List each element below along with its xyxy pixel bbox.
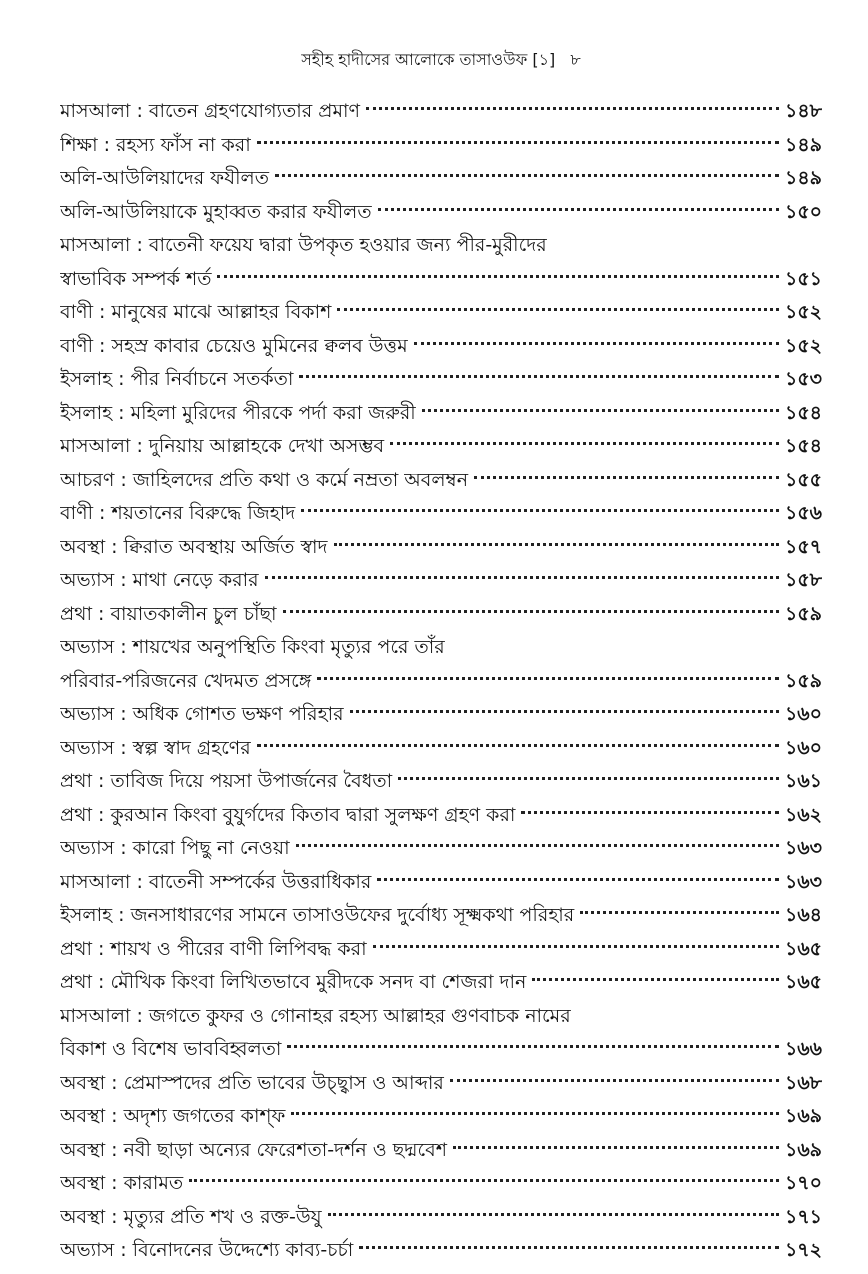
toc-entry-title: অভ্যাস : কারো পিছু না নেওয়া [60, 837, 290, 859]
toc-entry-title: অলি-আউলিয়াকে মুহাব্বত করার ফযীলত [60, 200, 372, 223]
toc-entry-title: অভ্যাস : মাথা নেড়ে করার [60, 569, 259, 591]
toc-entry [60, 330, 822, 364]
toc-entry [60, 966, 822, 1000]
toc-entry [60, 1201, 822, 1235]
dot-leader [359, 1246, 779, 1249]
toc-entry-page: ১৫০ [784, 200, 822, 223]
toc-entry-page: ১৫৪ [785, 401, 822, 424]
toc-entry-title: ইসলাহ : পীর নির্বাচনে সতর্কতা [60, 368, 294, 390]
toc-entry-page: ১৫৩ [784, 368, 822, 390]
toc-entry-title: অবস্থা : কারামত [60, 1172, 184, 1194]
toc-entry-title: মাসআলা : জগতে কুফর ও গোনাহর রহস্য আল্লাহর গুণবাচক নামের [60, 1004, 571, 1027]
toc-entry [60, 1033, 822, 1067]
toc-entry-title: পরিবার-পরিজনের খেদমত প্রসঙ্গে [60, 669, 312, 692]
toc-entry-page: ১৬৬ [784, 1038, 822, 1060]
toc-entry-title: অভ্যাস : অধিক গোশত ভক্ষণ পরিহার [60, 703, 344, 725]
dot-leader [377, 878, 779, 881]
table-of-contents [60, 95, 822, 1268]
toc-entry-page: ১৬৯ [784, 1138, 822, 1161]
toc-entry [60, 698, 822, 732]
dot-leader [291, 1112, 779, 1115]
toc-entry-title: আচরণ : জাহিলদের প্রতি কথা ও কর্মে নম্রতা অবলম্বন [60, 468, 469, 491]
toc-entry [60, 1167, 822, 1201]
toc-entry-page: ১৬০ [784, 703, 822, 725]
toc-entry-page: ১৬৫ [784, 937, 822, 960]
toc-entry [60, 598, 822, 632]
toc-entry [60, 162, 822, 196]
dot-leader [257, 744, 779, 747]
running-header [60, 50, 822, 70]
toc-entry-title: প্রথা : তাবিজ দিয়ে পয়সা উপার্জনের বৈধতা [60, 770, 393, 792]
toc-entry-title: বাণী : মানুষের মাঝে আল্লাহর বিকাশ [60, 301, 332, 323]
toc-entry-title: বাণী : শয়তানের বিরুদ্ধে জিহাদ [60, 502, 296, 524]
toc-entry [60, 732, 822, 766]
toc-entry-title: অভ্যাস : বিনোদনের উদ্দেশ্যে কাব্য-চর্চা [60, 1239, 354, 1261]
toc-entry-title: প্রথা : বায়াতকালীন চুল চাঁছা [60, 602, 277, 625]
toc-entry-title: প্রথা : কুরআন কিংবা বুযুর্গদের কিতাব দ্বারা সুলক্ষণ গ্রহণ করা [60, 803, 516, 826]
toc-entry-page: ১৫৫ [785, 468, 822, 491]
toc-entry-page: ১৬৮ [784, 1071, 822, 1094]
toc-entry-title: মাসআলা : বাতেন গ্রহণযোগ্যতার প্রমাণ [60, 100, 361, 122]
dot-leader [378, 208, 779, 211]
toc-entry-page: ১৪৯ [785, 167, 822, 189]
toc-entry [60, 363, 822, 397]
toc-entry-page: ১৫৯ [785, 669, 822, 692]
toc-entry-page: ১৫৪ [785, 435, 822, 457]
dot-leader [275, 174, 779, 177]
dot-leader [337, 308, 779, 311]
dot-leader [283, 610, 779, 613]
dot-leader [265, 576, 779, 579]
toc-entry [60, 866, 822, 900]
toc-entry [60, 631, 822, 665]
dot-leader [414, 342, 779, 345]
toc-entry-page: ১৫৯ [785, 602, 822, 625]
dot-leader [521, 811, 779, 814]
toc-entry-title: অবস্থা : ক্বিরাত অবস্থায় অর্জিত স্বাদ [60, 535, 328, 558]
toc-entry-page: ১৫২ [784, 301, 822, 323]
toc-entry-page: ১৬৪ [784, 904, 822, 926]
toc-entry [60, 129, 822, 163]
dot-leader [474, 476, 779, 479]
toc-entry-page: ১৬৩ [784, 870, 822, 893]
toc-entry-title: অবস্থা : মৃত্যুর প্রতি শখ ও রক্ত-উযু [60, 1205, 322, 1228]
dot-leader [296, 844, 779, 847]
toc-entry-title: অবস্থা : প্রেমাস্পদের প্রতি ভাবের উচ্ছ্বাস ও আব্দার [60, 1071, 444, 1094]
dot-leader [334, 543, 779, 546]
toc-entry-page: ১৬৯ [784, 1105, 822, 1127]
toc-entry [60, 1067, 822, 1101]
dot-leader [317, 677, 779, 680]
toc-entry-page: ১৬০ [784, 736, 822, 759]
toc-entry [60, 665, 822, 699]
toc-entry [60, 933, 822, 967]
toc-entry [60, 296, 822, 330]
dot-leader [350, 710, 779, 713]
toc-entry-page: ১৪৮ [785, 100, 822, 122]
toc-entry [60, 430, 822, 464]
dot-leader [287, 1045, 779, 1048]
toc-entry [60, 497, 822, 531]
toc-entry [60, 564, 822, 598]
toc-entry-page: ১৫২ [784, 334, 822, 357]
toc-entry-page: ১৭১ [784, 1205, 822, 1228]
running-title: সহীহ হাদীসের আলোকে তাসাওউফ [১] [301, 50, 556, 69]
toc-entry [60, 464, 822, 498]
toc-entry [60, 1000, 822, 1034]
toc-entry-title: অভ্যাস : স্বল্প স্বাদ গ্রহণের [60, 736, 251, 759]
toc-entry-title: অবস্থা : নবী ছাড়া অন্যের ফেরেশতা-দর্শন ও ছদ্মবেশ [60, 1138, 447, 1161]
toc-entry [60, 196, 822, 230]
dot-leader [189, 1179, 779, 1182]
dot-leader [299, 375, 779, 378]
header-page-number: ৮ [570, 50, 581, 69]
toc-entry [60, 1234, 822, 1268]
toc-entry-title: শিক্ষা : রহস্য ফাঁস না করা [60, 133, 251, 156]
dot-leader [217, 275, 779, 278]
toc-entry-title: অলি-আউলিয়াদের ফযীলত [60, 167, 269, 189]
toc-entry-page: ১৫১ [785, 267, 822, 290]
toc-entry-title: অবস্থা : অদৃশ্য জগতের কাশ্‌ফ [60, 1105, 286, 1127]
toc-entry [60, 1100, 822, 1134]
toc-entry [60, 397, 822, 431]
toc-entry [60, 899, 822, 933]
toc-entry-page: ১৫৮ [785, 569, 822, 591]
dot-leader [257, 141, 779, 144]
toc-entry-title: মাসআলা : বাতেনী ফয়েয দ্বারা উপকৃত হওয়ার জন্য পীর-মুরীদের [60, 234, 547, 256]
toc-entry-title: প্রথা : মৌখিক কিংবা লিখিতভাবে মুরীদকে সনদ বা শেজরা দান [60, 971, 527, 993]
dot-leader [398, 777, 779, 780]
dot-leader [450, 1079, 779, 1082]
dot-leader [366, 107, 779, 110]
toc-entry-page: ১৫৭ [784, 535, 822, 558]
toc-entry-title: স্বাভাবিক সম্পর্ক শর্ত [60, 267, 212, 290]
toc-entry-page: ১৬৫ [784, 971, 822, 993]
toc-entry-page: ১৭০ [784, 1172, 822, 1194]
dot-leader [580, 911, 779, 914]
toc-entry-title: প্রথা : শায়খ ও পীরের বাণী লিপিবদ্ধ করা [60, 937, 367, 960]
dot-leader [453, 1146, 779, 1149]
toc-entry [60, 765, 822, 799]
dot-leader [373, 945, 779, 948]
toc-entry-title: মাসআলা : দুনিয়ায় আল্লাহকে দেখা অসম্ভব [60, 435, 385, 457]
toc-entry-title: ইসলাহ : মহিলা মুরিদের পীরকে পর্দা করা জরুরী [60, 401, 416, 424]
toc-entry-title: বিকাশ ও বিশেষ ভাববিহ্বলতা [60, 1038, 282, 1060]
toc-entry-title: বাণী : সহস্র কাবার চেয়েও মুমিনের ক্বলব উত্তম [60, 334, 408, 357]
toc-entry [60, 263, 822, 297]
toc-entry [60, 799, 822, 833]
toc-entry [60, 95, 822, 129]
toc-entry [60, 531, 822, 565]
toc-entry [60, 229, 822, 263]
toc-entry-page: ১৭২ [784, 1239, 822, 1261]
dot-leader [328, 1213, 779, 1216]
toc-entry-page: ১৬৩ [784, 837, 822, 859]
toc-entry-title: মাসআলা : বাতেনী সম্পর্কের উত্তরাধিকার [60, 870, 372, 893]
dot-leader [301, 509, 779, 512]
dot-leader [532, 978, 779, 981]
toc-entry-page: ১৬১ [784, 770, 822, 792]
toc-entry-page: ১৫৬ [784, 502, 822, 524]
toc-entry-page: ১৪৯ [785, 133, 822, 156]
dot-leader [422, 409, 779, 412]
toc-entry [60, 832, 822, 866]
toc-entry-page: ১৬২ [784, 803, 822, 826]
toc-entry [60, 1134, 822, 1168]
toc-entry-title: ইসলাহ : জনসাধারণের সামনে তাসাওউফের দুর্বোধ্য সূক্ষ্মকথা পরিহার [60, 904, 575, 926]
dot-leader [390, 442, 779, 445]
toc-entry-title: অভ্যাস : শায়খের অনুপস্থিতি কিংবা মৃত্যুর পরে তাঁর [60, 636, 445, 658]
